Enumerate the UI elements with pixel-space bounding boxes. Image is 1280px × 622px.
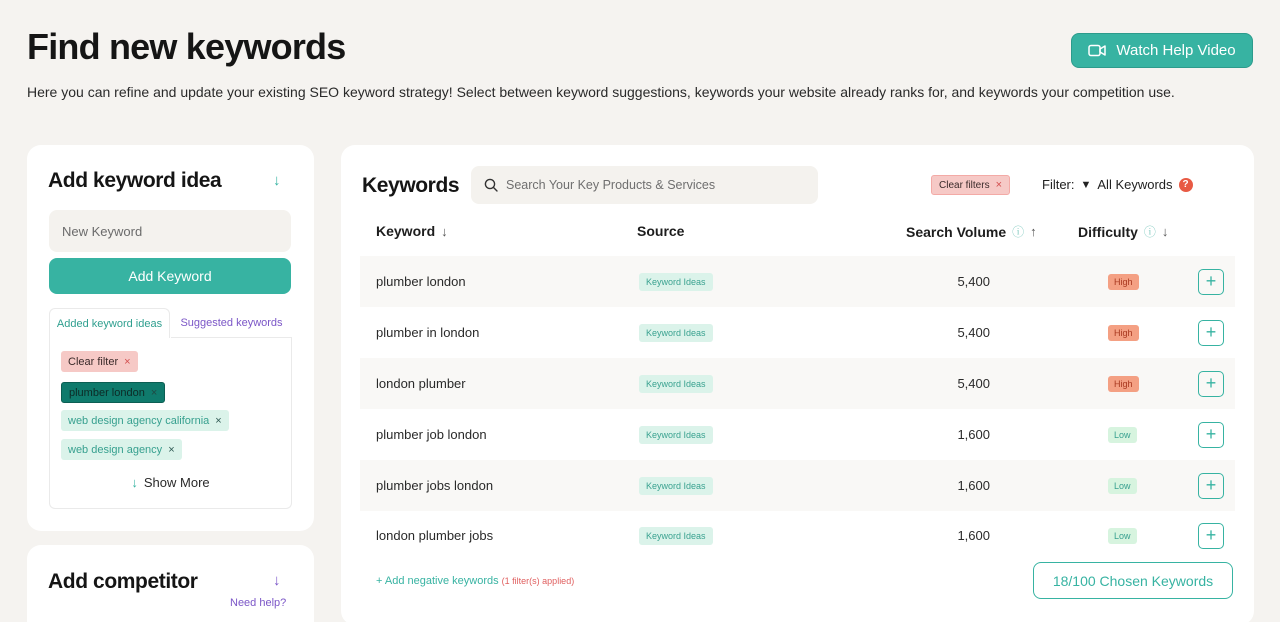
keyword-cell: london plumber [376, 376, 466, 391]
source-badge: Keyword Ideas [639, 273, 713, 291]
difficulty-badge: High [1108, 325, 1139, 341]
source-badge: Keyword Ideas [639, 477, 713, 495]
source-badge: Keyword Ideas [639, 426, 713, 444]
search-input[interactable] [506, 178, 796, 192]
add-keyword-plus-button[interactable]: + [1198, 320, 1224, 346]
filter-label: Filter: [1042, 177, 1075, 192]
need-help-link[interactable]: Need help? [230, 597, 287, 609]
search-volume-cell: 1,600 [957, 478, 990, 493]
watch-help-video-button[interactable] [1071, 33, 1253, 68]
search-volume-cell: 5,400 [957, 325, 990, 340]
page-subtitle: Here you can refine and update your existing SEO keyword strategy! Select between keyword suggestions, keywords your website already ranks for, and keywords your competition use. [27, 84, 1175, 100]
search-volume-cell: 5,400 [957, 376, 990, 391]
keyword-cell: plumber in london [376, 325, 480, 340]
show-more-label: Show More [143, 475, 210, 490]
chevron-down-icon: ▼ [1080, 178, 1092, 191]
add-competitor-card [27, 545, 314, 622]
info-icon[interactable]: ⓘ [1012, 225, 1025, 239]
close-icon[interactable]: × [215, 414, 222, 427]
keyword-tag[interactable] [61, 439, 182, 460]
keyword-tag-label: plumber london [69, 386, 145, 399]
keyword-tag-label: web design agency california [68, 414, 210, 427]
keyword-cell: plumber london [376, 274, 466, 289]
difficulty-badge: Low [1108, 528, 1137, 544]
column-label: Search Volume [906, 223, 1007, 240]
sort-up-icon: ↑ [1030, 224, 1037, 239]
table-row [360, 409, 1235, 460]
add-keyword-idea-card [27, 145, 314, 531]
keyword-cell: plumber job london [376, 427, 487, 442]
close-icon[interactable]: × [995, 179, 1003, 191]
close-icon[interactable]: × [168, 443, 175, 456]
sort-down-icon: ↓ [441, 223, 448, 239]
source-badge: Keyword Ideas [639, 375, 713, 393]
tab-added-keyword-ideas[interactable]: Added keyword ideas [49, 308, 170, 338]
keywords-title: Keywords [362, 174, 460, 197]
clear-filter-label: Clear filter [68, 355, 119, 368]
column-label: Difficulty [1078, 223, 1138, 240]
search-volume-cell: 1,600 [957, 528, 990, 543]
chosen-keywords-button[interactable]: 18/100 Chosen Keywords [1033, 562, 1233, 599]
column-header-source [637, 223, 684, 239]
difficulty-badge: Low [1108, 427, 1137, 443]
keyword-search[interactable] [471, 166, 818, 204]
clear-filters-label: Clear filters [939, 179, 990, 191]
table-row [360, 256, 1235, 307]
column-header-keyword[interactable] [376, 223, 448, 239]
video-camera-icon [1088, 44, 1106, 57]
difficulty-badge: Low [1108, 478, 1137, 494]
clear-filter-tag[interactable] [61, 351, 138, 372]
help-icon[interactable]: ? [1179, 178, 1193, 192]
difficulty-badge: High [1108, 274, 1139, 290]
search-volume-cell: 5,400 [957, 274, 990, 289]
column-label: Source [637, 223, 685, 239]
help-button-label: Watch Help Video [1116, 42, 1236, 59]
tab-suggested-keywords[interactable]: Suggested keywords [180, 317, 283, 329]
source-badge: Keyword Ideas [639, 324, 713, 342]
filter-dropdown[interactable] [1042, 177, 1193, 192]
add-keyword-plus-button[interactable]: + [1198, 371, 1224, 397]
source-badge: Keyword Ideas [639, 527, 713, 545]
arrow-down-icon[interactable]: ↓ [273, 572, 281, 589]
column-header-search-volume[interactable] [906, 223, 1037, 240]
keyword-cell: london plumber jobs [376, 528, 494, 543]
column-label: Keyword [376, 223, 436, 239]
sort-down-icon: ↓ [1161, 224, 1169, 239]
arrow-down-icon[interactable]: ↓ [273, 172, 281, 189]
keyword-tags-list [49, 337, 292, 509]
difficulty-badge: High [1108, 376, 1139, 392]
table-row [360, 307, 1235, 358]
close-icon[interactable]: × [124, 355, 131, 368]
search-icon [484, 178, 498, 192]
keyword-tag[interactable] [61, 410, 229, 431]
table-row [360, 460, 1235, 511]
show-more-button[interactable] [50, 475, 291, 490]
column-header-difficulty[interactable] [1078, 223, 1168, 240]
keyword-cell: plumber jobs london [376, 478, 494, 493]
add-keyword-idea-title: Add keyword idea [48, 169, 222, 192]
close-icon[interactable]: × [150, 386, 158, 399]
table-row [360, 358, 1235, 409]
add-keyword-button[interactable]: Add Keyword [49, 258, 291, 294]
add-keyword-plus-button[interactable]: + [1198, 422, 1224, 448]
add-competitor-title: Add competitor [48, 570, 198, 593]
add-keyword-plus-button[interactable]: + [1198, 269, 1224, 295]
new-keyword-input[interactable] [49, 210, 291, 252]
filter-value: All Keywords [1097, 177, 1173, 192]
keywords-card [341, 145, 1254, 622]
arrow-down-icon: ↓ [131, 475, 138, 490]
search-volume-cell: 1,600 [957, 427, 990, 442]
add-keyword-plus-button[interactable]: + [1198, 473, 1224, 499]
filters-applied-count: (1 filter(s) applied) [501, 576, 575, 586]
page-title: Find new keywords [27, 26, 346, 67]
clear-filters-tag[interactable] [931, 175, 1010, 195]
table-row [360, 510, 1235, 561]
keyword-tag-selected[interactable] [61, 382, 165, 403]
add-negative-keywords-link[interactable] [376, 575, 574, 587]
add-negative-keywords-label: + Add negative keywords [376, 575, 499, 587]
info-icon[interactable]: ⓘ [1143, 225, 1156, 239]
keyword-tag-label: web design agency [68, 443, 163, 456]
add-keyword-plus-button[interactable]: + [1198, 523, 1224, 549]
